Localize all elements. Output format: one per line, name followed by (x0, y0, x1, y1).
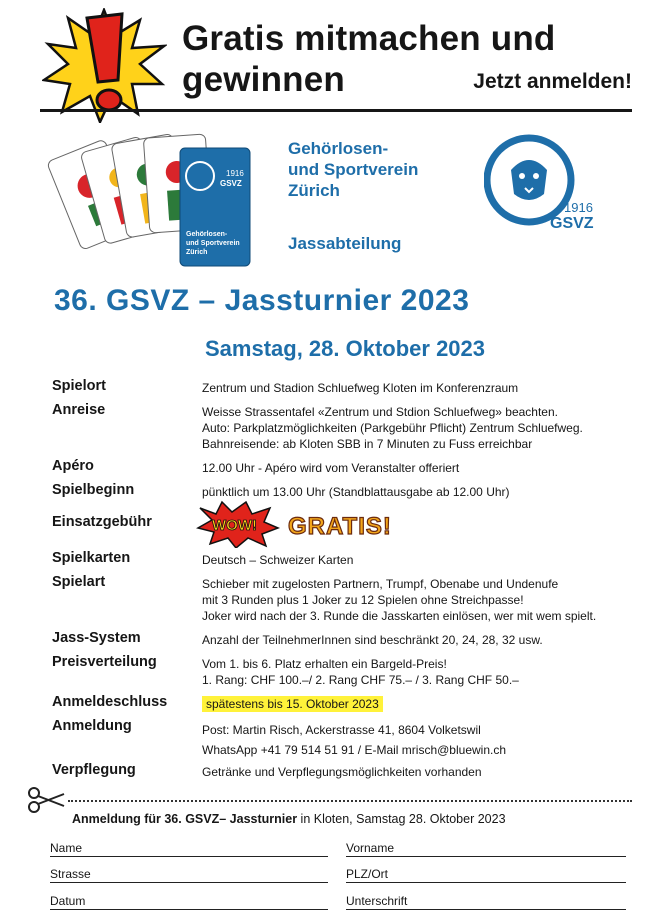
strasse-field[interactable] (50, 882, 328, 883)
detail-label: Spielkarten (52, 550, 131, 566)
detail-value (202, 404, 583, 452)
form-label-plz-ort: PLZ/Ort (346, 867, 389, 881)
detail-value (202, 656, 519, 688)
card-text-2: und Sportverein (186, 240, 240, 247)
unterschrift-field[interactable] (346, 909, 626, 910)
detail-value (202, 720, 506, 760)
detail-label: Anmeldeschluss (52, 694, 168, 710)
card-abbr: GSVZ (220, 179, 242, 188)
register-now-callout: Jetzt anmelden! (473, 70, 632, 93)
deadline-highlight: spätestens bis 15. Oktober 2023 (202, 696, 383, 712)
form-label-name: Name (50, 841, 83, 855)
detail-line: Post: Martin Risch, Ackerstrasse 41, 8604 Volketswil (202, 723, 481, 737)
gratis-text: GRATIS! (288, 513, 392, 540)
card-year: 1916 (226, 169, 244, 178)
detail-line: 1. Rang: CHF 100.–/ 2. Rang CHF 75.– / 3. Rang CHF 50.– (202, 673, 519, 687)
club-name-line-2: und Sportverein (288, 160, 419, 179)
vorname-field[interactable] (346, 856, 626, 857)
detail-line: Joker wird nach der 3. Runde die Jasskarten einlösen, wer mit wem spielt. (202, 609, 597, 623)
event-title: 36. GSVZ – Jassturnier 2023 (54, 284, 470, 317)
detail-value (202, 764, 482, 780)
detail-line: Anzahl der TeilnehmerInnen sind beschränkt 20, 24, 28, 32 usw. (202, 633, 543, 647)
plz-ort-field[interactable] (346, 882, 626, 883)
detail-line: Bahnreisende: ab Kloten SBB in 7 Minuten zu Fuss erreichbar (202, 437, 533, 451)
wow-gratis-graphic (196, 500, 446, 548)
form-label-strasse: Strasse (50, 867, 91, 881)
detail-line: Weisse Strassentafel «Zentrum und Stdion Schluefweg» beachten. (202, 405, 558, 419)
card-text-1: Gehörlosen- (186, 231, 228, 238)
wow-text: WOW! (212, 517, 257, 534)
form-title-bold: Anmeldung für 36. GSVZ– Jassturnier (72, 812, 298, 826)
form-label-vorname: Vorname (346, 841, 395, 855)
detail-line: Vom 1. bis 6. Platz erhalten ein Bargeld-Preis! (202, 657, 447, 671)
detail-label: Spielort (52, 378, 106, 394)
detail-value (202, 552, 353, 568)
detail-line: WhatsApp +41 79 514 51 91 / E-Mail mrisch@bluewin.ch (202, 743, 507, 757)
club-name-line-3: Zürich (288, 181, 340, 200)
section-name: Jassabteilung (288, 234, 402, 253)
club-name-line-1: Gehörlosen- (288, 139, 389, 158)
logo-abbr: GSVZ (550, 215, 594, 232)
detail-label: Verpflegung (52, 762, 136, 778)
playing-cards-illustration (38, 124, 258, 274)
detail-value (202, 484, 510, 500)
detail-value (202, 380, 518, 396)
detail-label: Spielart (52, 574, 106, 590)
detail-label: Preisverteilung (52, 654, 157, 670)
detail-line: Deutsch – Schweizer Karten (202, 553, 354, 567)
scissors-icon (26, 786, 66, 814)
detail-value (202, 632, 543, 648)
detail-line: mit 3 Runden plus 1 Joker zu 12 Spielen ohne Streichpasse! (202, 593, 524, 607)
detail-label: Jass-System (52, 630, 141, 646)
detail-label: Einsatzgebühr (52, 514, 152, 530)
detail-value (202, 460, 459, 476)
logo-year: 1916 (564, 200, 593, 215)
headline-line-1: Gratis mitmachen und (182, 19, 556, 58)
detail-line: Schieber mit zugelosten Partnern, Trumpf, Obenabe und Undenufe (202, 577, 559, 591)
exclamation-burst-icon (42, 8, 167, 123)
detail-line: Zentrum und Stadion Schluefweg Kloten im Konferenzraum (202, 381, 519, 395)
lion-logo-icon (484, 132, 604, 232)
event-date: Samstag, 28. Oktober 2023 (204, 336, 486, 361)
headline-line-2: gewinnen (182, 60, 345, 99)
form-label-datum: Datum (50, 894, 86, 908)
cut-line (68, 800, 632, 802)
form-title-rest: in Kloten, Samstag 28. Oktober 2023 (297, 812, 506, 826)
name-field[interactable] (50, 856, 328, 857)
detail-line: 12.00 Uhr - Apéro wird vom Veranstalter offeriert (202, 461, 460, 475)
card-text-3: Zürich (186, 249, 208, 256)
header-divider (40, 109, 632, 112)
detail-label: Anmeldung (52, 718, 132, 734)
detail-label: Anreise (52, 402, 106, 418)
form-title (72, 812, 506, 826)
detail-line: Auto: Parkplatzmöglichkeiten (Parkgebühr Pflicht) Zentrum Schluefweg. (202, 421, 583, 435)
detail-value (202, 696, 383, 712)
detail-line: pünktlich um 13.00 Uhr (Standblattausgabe ab 12.00 Uhr) (202, 485, 510, 499)
detail-value (202, 576, 596, 624)
detail-label: Spielbeginn (52, 482, 135, 498)
datum-field[interactable] (50, 909, 328, 910)
club-name (288, 138, 418, 201)
detail-line: Getränke und Verpflegungsmöglichkeiten vorhanden (202, 765, 482, 779)
form-label-unterschrift: Unterschrift (346, 894, 408, 908)
detail-label: Apéro (52, 458, 94, 474)
